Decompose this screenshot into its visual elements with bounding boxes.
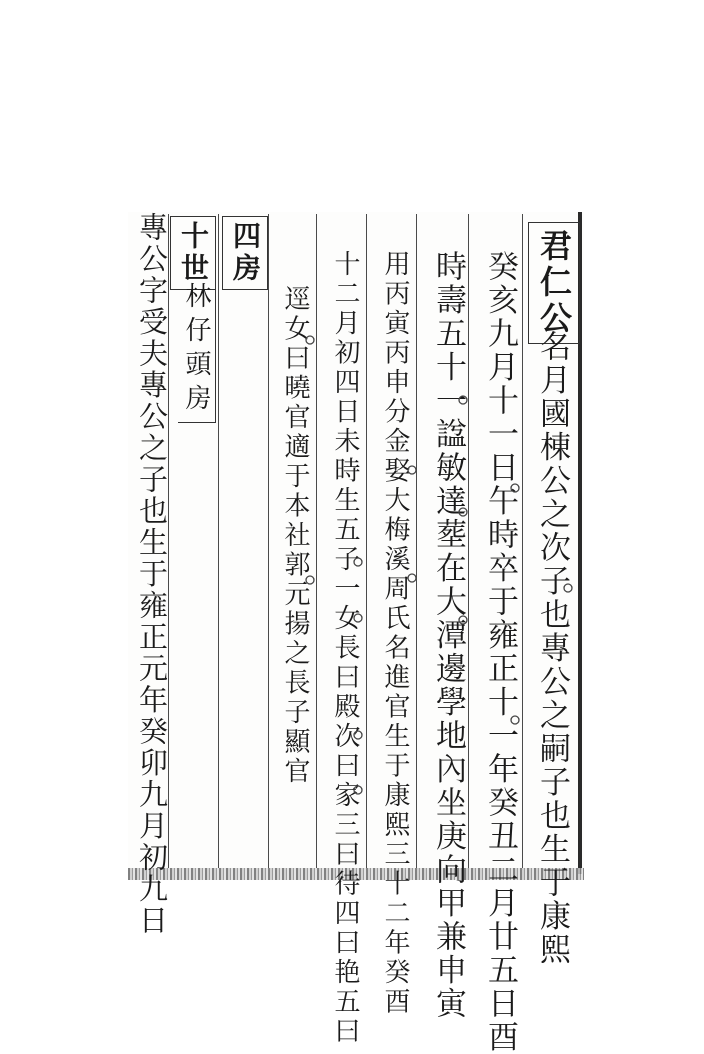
column-text-5: 十二月初四日未時生五子一女長曰殿次曰家三曰待四曰艳五曰 bbox=[330, 250, 360, 1047]
branch-label: 四房 bbox=[222, 216, 268, 290]
column-text-4: 用丙寅丙申分金娶大梅溪周氏名進官生于康熙三十二年癸酉 bbox=[380, 250, 410, 1017]
person-name-title: 君仁公 bbox=[528, 222, 580, 344]
column-text-1: 名月國棟公之次子也專公之嗣子也生于康熙 bbox=[534, 330, 570, 967]
branch-name-label: 林仔頭房 bbox=[178, 282, 216, 423]
column-text-3: 時壽五十一諡敏達塟在大潭邊學地內坐庚向甲兼申寅 bbox=[430, 250, 466, 1021]
column-text-last: 專公字受夫專公之子也生于雍正元年癸卯九月初九日 bbox=[135, 212, 169, 937]
column-text-6: 逕女曰曉官適于本社郭元揚之長子顯官 bbox=[280, 285, 310, 787]
generation-label: 十世 bbox=[170, 216, 216, 290]
column-text-2: 癸亥九月十一日午時卒于雍正十一年癸丑二月廿五日酉 bbox=[482, 250, 518, 1054]
